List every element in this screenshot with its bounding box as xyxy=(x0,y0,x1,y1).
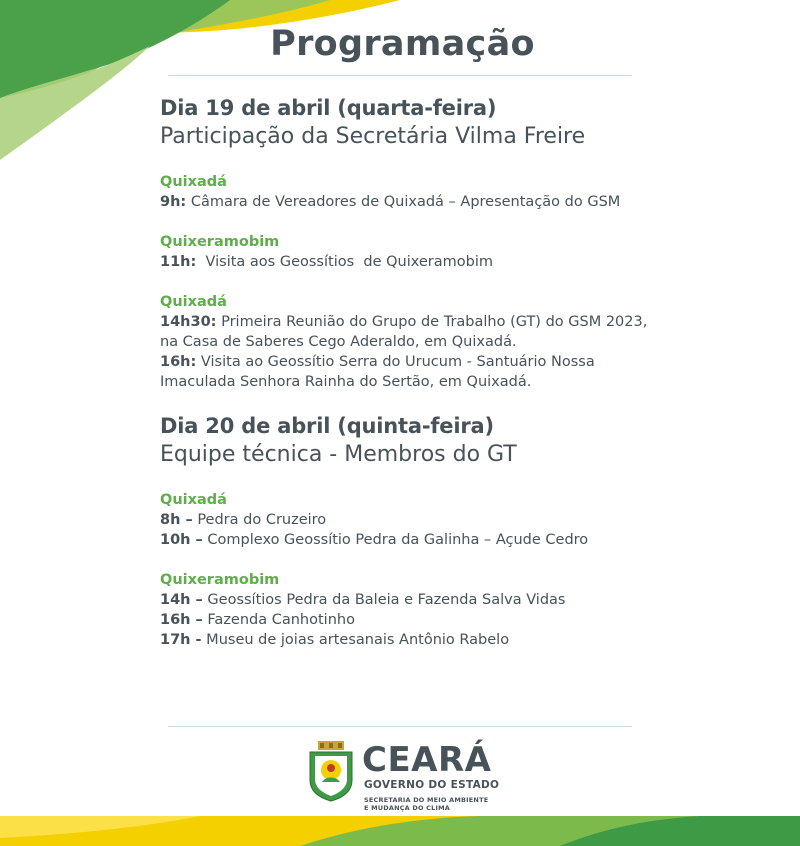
item-time: 17h - xyxy=(160,632,202,648)
city-group xyxy=(160,292,760,392)
city-group xyxy=(160,232,760,272)
schedule-item xyxy=(160,352,760,372)
item-text: Complexo Geossítio Pedra da Galinha – Açude Cedro xyxy=(202,532,589,548)
city-label: Quixadá xyxy=(160,294,227,310)
schedule-item-continuation: Imaculada Senhora Rainha do Sertão, em Quixadá. xyxy=(160,374,532,390)
item-text: Primeira Reunião do Grupo de Trabalho (GT) do GSM 2023, xyxy=(216,314,648,330)
ceara-logo xyxy=(306,740,506,820)
department-line-1: SECRETARIA DO MEIO AMBIENTE xyxy=(364,796,489,804)
item-text: Pedra do Cruzeiro xyxy=(192,512,327,528)
item-time: 9h: xyxy=(160,194,187,210)
schedule-item xyxy=(160,252,760,272)
schedule xyxy=(160,94,760,670)
day-subtitle: Participação da Secretária Vilma Freire xyxy=(160,124,586,149)
city-label: Quixeramobim xyxy=(160,572,280,588)
city-label: Quixeramobim xyxy=(160,234,280,250)
item-time: 14h – xyxy=(160,592,203,608)
day-subtitle: Equipe técnica - Membros do GT xyxy=(160,442,517,467)
schedule-item xyxy=(160,510,760,530)
footer-divider xyxy=(168,726,632,727)
schedule-item xyxy=(160,590,760,610)
day-title: Dia 19 de abril (quarta-feira) xyxy=(160,96,497,120)
item-time: 14h30: xyxy=(160,314,217,330)
item-text: Visita aos Geossítios de Quixeramobim xyxy=(196,254,493,270)
brand-name: CEARÁ xyxy=(362,740,492,780)
item-text: Geossítios Pedra da Baleia e Fazenda Salva Vidas xyxy=(202,592,566,608)
title-divider xyxy=(168,75,632,76)
schedule-item-continuation: na Casa de Saberes Cego Aderaldo, em Quixadá. xyxy=(160,334,517,350)
city-group xyxy=(160,570,760,650)
item-text: Visita ao Geossítio Serra do Urucum - Santuário Nossa xyxy=(196,354,595,370)
department-line-2: E MUDANÇA DO CLIMA xyxy=(364,804,450,812)
schedule-item xyxy=(160,312,760,332)
item-time: 10h – xyxy=(160,532,203,548)
city-group xyxy=(160,172,760,212)
schedule-item xyxy=(160,610,760,630)
item-text: Fazenda Canhotinho xyxy=(202,612,355,628)
day-block-19 xyxy=(160,94,760,392)
ceara-coat-of-arms-icon xyxy=(306,740,356,802)
city-label: Quixadá xyxy=(160,174,227,190)
page-title: Programação xyxy=(270,24,535,64)
decorative-band-bottom xyxy=(0,816,800,846)
day-title: Dia 20 de abril (quinta-feira) xyxy=(160,414,494,438)
item-time: 16h: xyxy=(160,354,197,370)
item-time: 8h – xyxy=(160,512,193,528)
item-text: Câmara de Vereadores de Quixadá – Apresentação do GSM xyxy=(186,194,621,210)
schedule-item xyxy=(160,630,760,650)
item-text: Museu de joias artesanais Antônio Rabelo xyxy=(201,632,510,648)
schedule-item xyxy=(160,530,760,550)
city-label: Quixadá xyxy=(160,492,227,508)
item-time: 11h: xyxy=(160,254,197,270)
city-group xyxy=(160,490,760,550)
day-block-20 xyxy=(160,412,760,650)
item-time: 16h – xyxy=(160,612,203,628)
brand-subtitle: GOVERNO DO ESTADO xyxy=(364,779,500,791)
schedule-item xyxy=(160,192,760,212)
